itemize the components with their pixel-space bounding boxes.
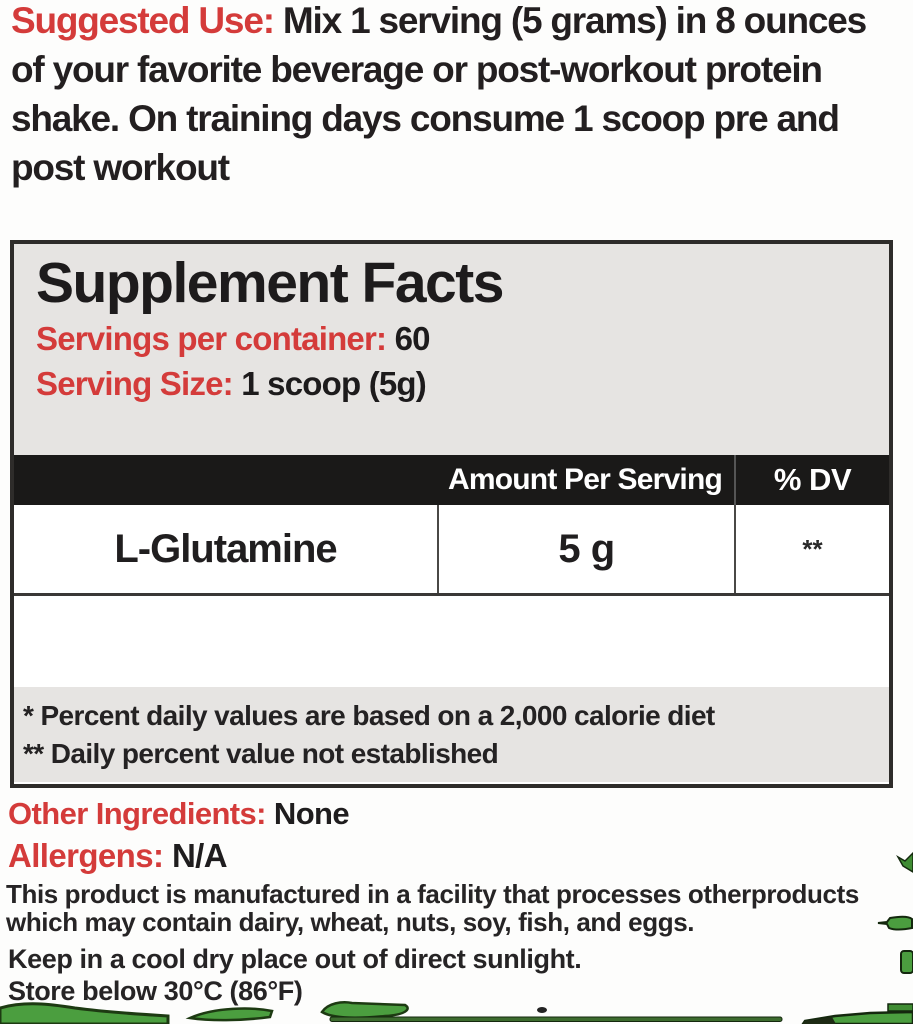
other-ingredients [8, 796, 349, 832]
serving-size [36, 361, 889, 406]
storage-instruction-sunlight: Keep in a cool dry place out of direct sunlight. [8, 944, 582, 974]
allergens-value: N/A [171, 837, 227, 874]
ingredient-amount: 5 g [437, 505, 734, 593]
serving-size-label: Serving Size: [36, 365, 233, 402]
other-ingredients-value: None [273, 796, 350, 831]
storage-instruction-temperature: Store below 30°C (86°F) [8, 976, 303, 1006]
panel-title: Supplement Facts [36, 251, 503, 315]
empty-row [14, 596, 889, 687]
facility-notice: This product is manufactured in a facility that processes otherproducts which may contain dairy, wheat, nuts, soy, fish, and eggs. [6, 879, 859, 937]
servings-per-container [36, 316, 889, 361]
table-row [14, 505, 889, 596]
ingredient-name: L-Glutamine [114, 526, 337, 571]
column-percent-dv: % DV [734, 455, 889, 505]
table-column-header [14, 455, 889, 505]
servings-per-container-value: 60 [394, 320, 430, 357]
panel-header [14, 244, 889, 455]
suggested-use-text: Mix 1 serving (5 grams) in 8 ounces of your favorite beverage or post-workout protein shake. On training days consume 1 scoop pre and post workout [11, 0, 867, 188]
other-ingredients-label: Other Ingredients: [8, 796, 266, 831]
serving-size-value: 1 scoop (5g) [241, 365, 426, 402]
leaf-fragment-icon [900, 950, 913, 974]
leaf-tip-icon [895, 852, 913, 874]
allergens-label: Allergens: [8, 837, 164, 874]
suggested-use-paragraph [11, 0, 897, 192]
panel-footnotes [14, 687, 889, 782]
suggested-use-label: Suggested Use: [11, 0, 274, 41]
ingredient-dv: ** [734, 505, 889, 593]
grass-border-icon [0, 998, 913, 1024]
column-amount-per-serving: Amount Per Serving [448, 463, 722, 496]
footnote-daily-values: * Percent daily values are based on a 2,000 calorie diet [23, 700, 715, 731]
supplement-facts-panel [10, 240, 893, 788]
footnote-not-established: ** Daily percent value not established [23, 738, 499, 769]
leaf-icon [877, 913, 913, 933]
allergens [8, 837, 227, 875]
servings-per-container-label: Servings per container: [36, 320, 387, 357]
